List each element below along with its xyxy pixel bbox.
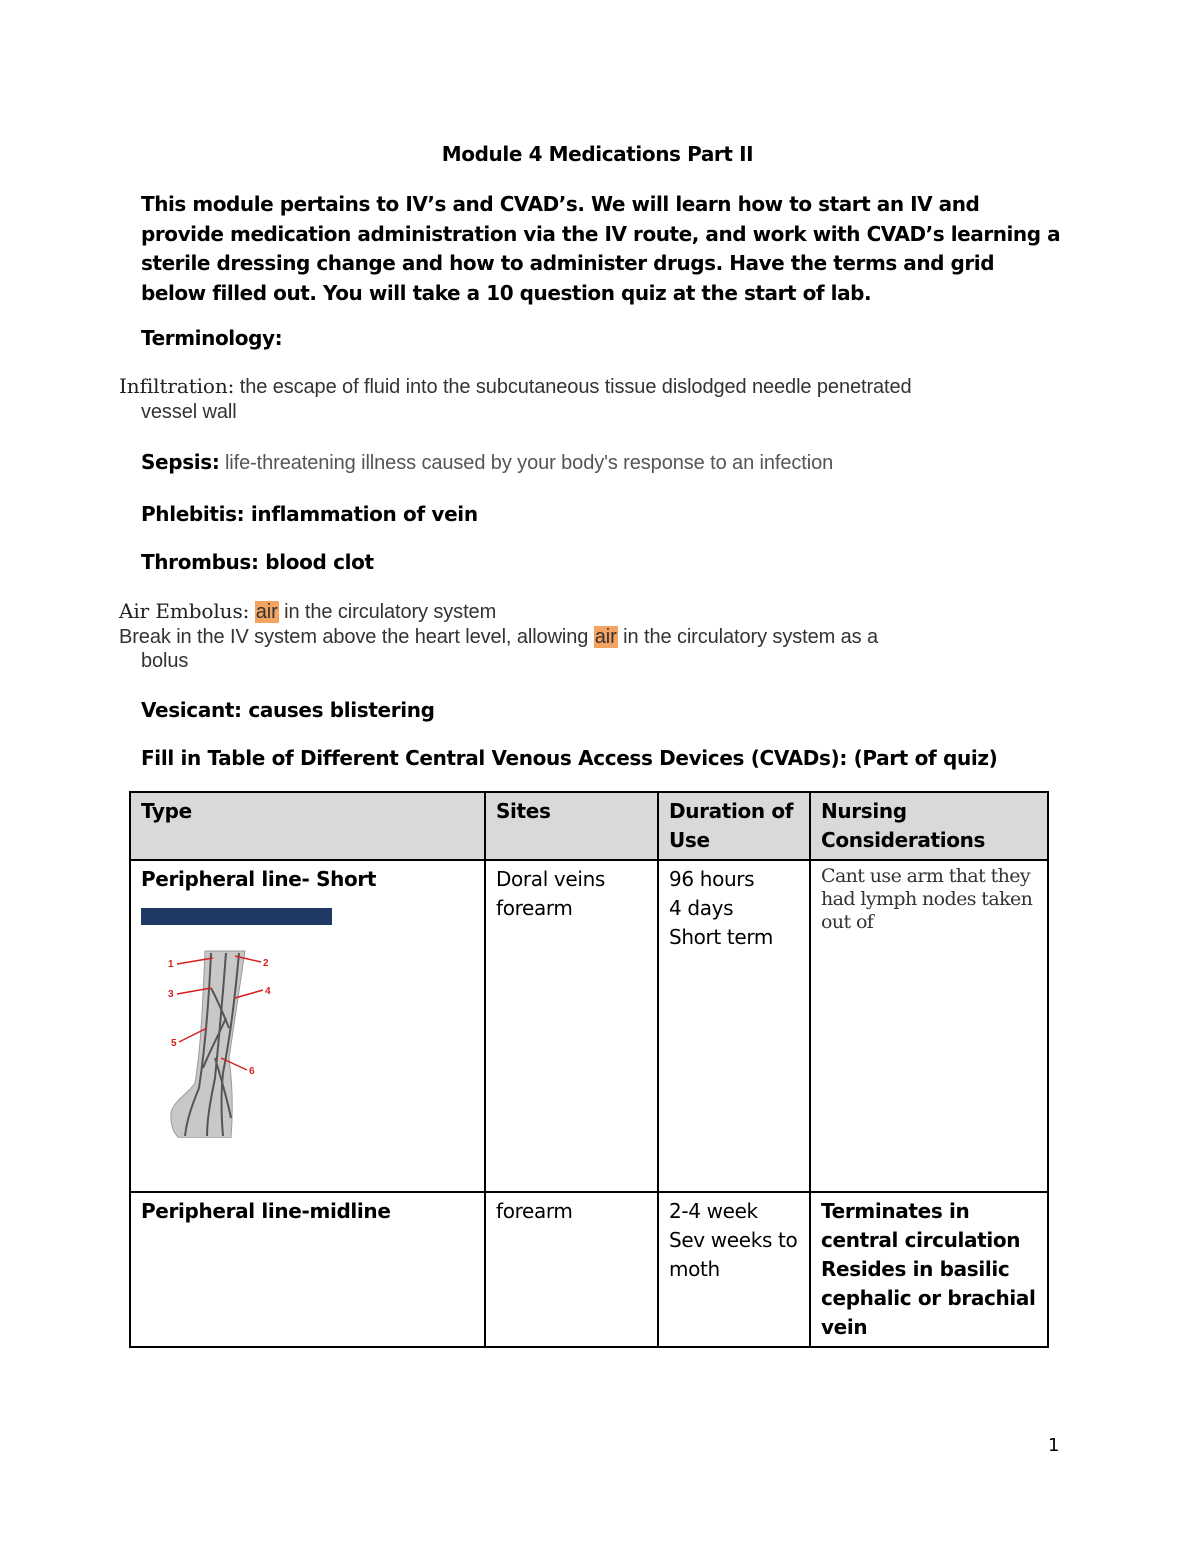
- highlighted-word: air: [594, 625, 617, 648]
- duration-item: 4 days: [669, 896, 734, 920]
- term-air-embolus: [119, 599, 1059, 674]
- nursing-text: Cant use arm that they had lymph nodes taken out of: [821, 865, 1033, 933]
- term-phlebitis: [141, 502, 478, 526]
- term-label: Air Embolus:: [119, 599, 250, 623]
- term-vesicant: [141, 698, 435, 722]
- term-definition-cont: Break in the IV system above the heart level, allowing: [119, 625, 594, 648]
- figure-label-5: 5: [171, 1038, 177, 1049]
- terminology-heading: Terminology:: [141, 326, 283, 350]
- term-label: Thrombus:: [141, 550, 259, 574]
- header-duration: Duration of Use: [658, 792, 810, 860]
- table-row: [130, 1192, 1048, 1347]
- cell-duration: [658, 860, 810, 1192]
- cvad-table: [129, 791, 1049, 1348]
- term-definition: inflammation of vein: [244, 502, 478, 526]
- type-text: Peripheral line- Short: [141, 867, 377, 891]
- intro-paragraph: This module pertains to IV’s and CVAD’s. We will learn how to start an IV and provide medication administration via the IV route, and work with CVAD’s learning a sterile dressing change and how to administer drugs. Have the terms and grid below filled out. You will take a 10 question quiz at the start of lab.: [141, 192, 1061, 305]
- term-definition: causes blistering: [241, 698, 435, 722]
- figure-label-6: 6: [249, 1066, 255, 1077]
- term-label: Phlebitis:: [141, 502, 245, 526]
- highlighted-word: air: [255, 601, 278, 623]
- duration-item: 2-4 week: [669, 1199, 758, 1223]
- term-infiltration: [119, 374, 1059, 424]
- term-definition-cont: bolus: [141, 650, 189, 672]
- duration-item: 96 hours: [669, 867, 755, 891]
- term-definition: blood clot: [258, 550, 374, 574]
- figure-label-2: 2: [263, 958, 269, 969]
- cell-type: [130, 860, 485, 1192]
- site-item: forearm: [496, 896, 573, 920]
- table-row: [130, 860, 1048, 1192]
- duration-item: Short term: [669, 925, 774, 949]
- cell-nursing: Terminates in central circulation Resides in basilic cephalic or brachial vein: [810, 1192, 1048, 1347]
- page-number: 1: [1048, 1435, 1060, 1456]
- term-label: Vesicant:: [141, 698, 242, 722]
- site-item: forearm: [496, 1199, 573, 1223]
- term-label: Infiltration:: [119, 374, 235, 398]
- cell-sites: [485, 1192, 658, 1347]
- term-definition: the escape of fluid into the subcutaneous tissue dislodged needle penetrated: [234, 376, 912, 398]
- forearm-shape: [171, 951, 245, 1138]
- table-header-row: [130, 792, 1048, 860]
- figure-label-1: 1: [168, 959, 174, 970]
- header-nursing: Nursing Considerations: [810, 792, 1048, 860]
- forearm-vein-figure: [141, 908, 341, 1138]
- header-type: Type: [130, 792, 485, 860]
- site-item: Doral veins: [496, 867, 605, 891]
- cell-type: Peripheral line-midline: [130, 1192, 485, 1347]
- term-sepsis: [141, 450, 833, 475]
- cell-duration: [658, 1192, 810, 1347]
- page-title: Module 4 Medications Part II: [441, 142, 754, 166]
- cell-nursing: [810, 860, 1048, 1192]
- term-label: Sepsis:: [141, 450, 220, 474]
- figure-caption-bar: [141, 908, 332, 925]
- header-sites: Sites: [485, 792, 658, 860]
- duration-item: Sev weeks to moth: [669, 1228, 798, 1281]
- term-definition: life-threatening illness caused by your body's response to an infection: [219, 452, 834, 474]
- cell-sites: [485, 860, 658, 1192]
- term-definition: in the circulatory system: [278, 601, 497, 623]
- term-definition-cont: in the circulatory system as a: [617, 625, 879, 648]
- figure-label-4: 4: [265, 986, 271, 997]
- term-definition-cont: vessel wall: [141, 400, 237, 423]
- figure-label-3: 3: [168, 989, 174, 1000]
- table-heading: Fill in Table of Different Central Venous Access Devices (CVADs): (Part of quiz): [141, 746, 998, 770]
- term-thrombus: [141, 550, 374, 574]
